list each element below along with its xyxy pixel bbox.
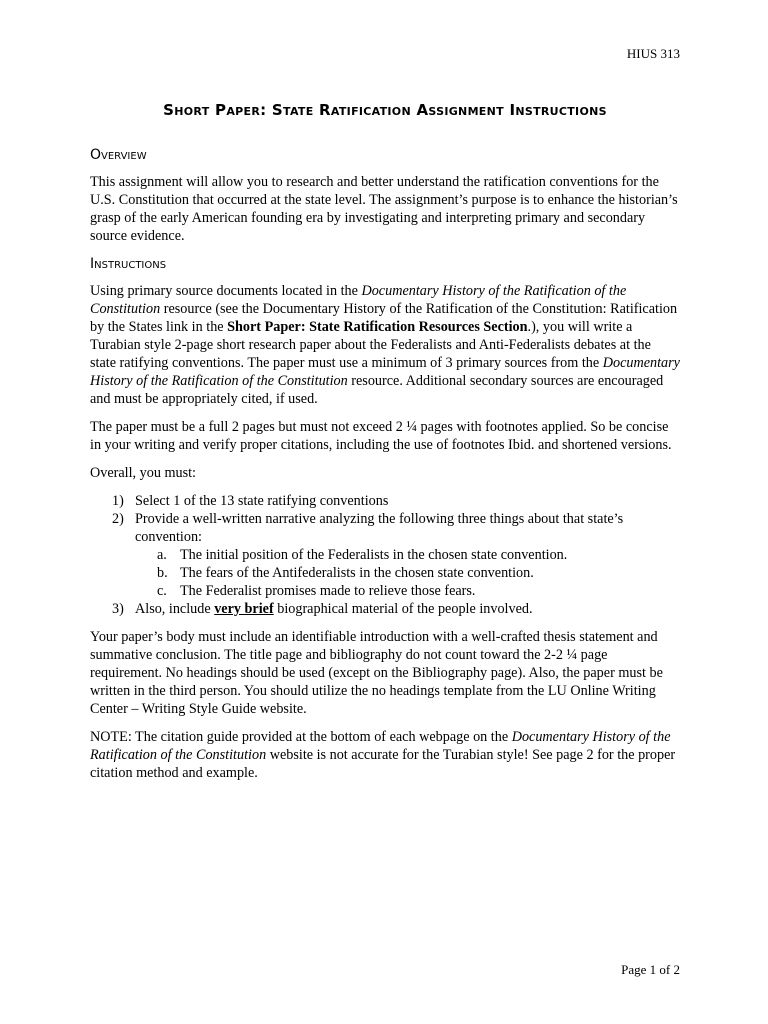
list-item: [90, 492, 680, 510]
instructions-paragraph-2: The paper must be a full 2 pages but must not exceed 2 ¼ pages with footnotes applied. So be concise in your writing and verify proper citations, including the use of footnotes Ibid. and shortened versions.: [90, 419, 672, 453]
text-run: website is not accurate for the Turabian style! See page 2 for the proper citation method and example.: [90, 747, 676, 781]
list-marker: b.: [157, 565, 168, 581]
sub-list-item-text: The fears of the Antifederalists in the chosen state convention.: [180, 565, 534, 581]
list-item: [90, 510, 680, 600]
overview-paragraph: This assignment will allow you to research and better understand the ratification conventions for the U.S. Constitution that occurred at the state level. The assignment’s purpose is to enhance the historian’s grasp of the early American founding era by investigating and interpreting primary and secondary source evidence.: [90, 174, 678, 244]
instructions-heading: Instructions: [90, 256, 167, 272]
document-title: Short Paper: State Ratification Assignment Instructions: [163, 101, 607, 119]
note-paragraph: [90, 728, 680, 782]
list-item: [90, 600, 680, 618]
sub-list-item: [135, 582, 680, 600]
source-title-italic: Documentary History of the Ratification of the Constitution: [90, 283, 627, 317]
list-item-text: [135, 601, 533, 617]
source-title-italic: Documentary History of the Ratification of the Constitution: [90, 355, 680, 389]
requirements-list: [90, 492, 680, 618]
instructions-paragraph-3: Overall, you must:: [90, 465, 196, 481]
sub-list: [135, 546, 680, 600]
list-item-text: Provide a well-written narrative analyzing the following three things about that state’s convention:: [135, 511, 624, 545]
instructions-paragraph-4: Your paper’s body must include an identifiable introduction with a well-crafted thesis statement and summative conclusion. The title page and bibliography do not count toward the 2-2 ¼ page requirement. No headings should be used (except on the Bibliography page). Also, the paper must be written in the third person. You should utilize the no headings template from the LU Online Writing Center – Writing Style Guide website.: [90, 629, 663, 717]
list-marker: c.: [157, 583, 167, 599]
document-body: [90, 146, 680, 792]
list-marker: a.: [157, 547, 167, 563]
text-run: NOTE: The citation guide provided at the bottom of each webpage on the: [90, 729, 512, 745]
overview-heading: Overview: [90, 147, 147, 163]
list-marker: 2): [112, 511, 124, 527]
list-marker: 1): [112, 493, 124, 509]
text-run: Also, include: [135, 601, 215, 617]
text-run: resource. Additional secondary sources are encouraged and must be appropriately cited, if used.: [90, 373, 664, 407]
text-run: biographical material of the people involved.: [273, 601, 533, 617]
list-marker: 3): [112, 601, 124, 617]
sub-list-item-text: The Federalist promises made to relieve those fears.: [180, 583, 476, 599]
text-run: resource (see the Documentary History of the Ratification of the Constitution: Ratification by the States link in the: [90, 301, 678, 335]
list-item-text: Select 1 of the 13 state ratifying conventions: [135, 493, 389, 509]
source-title-italic: Documentary History of the Ratification of the Constitution: [90, 729, 671, 763]
resources-section-bold: Short Paper: State Ratification Resources Section: [227, 319, 528, 335]
text-run: Using primary source documents located in the: [90, 283, 362, 299]
instructions-paragraph-1: [90, 282, 680, 408]
document-page: [90, 0, 680, 1024]
text-run: .), you will write a Turabian style 2-page short research paper about the Federalists and Anti-Federalists debates at the state ratifying conventions. The paper must use a minimum of 3 primary sources from the: [90, 319, 651, 371]
sub-list-item: [135, 564, 680, 582]
sub-list-item-text: The initial position of the Federalists in the chosen state convention.: [180, 547, 568, 563]
emphasis-bold-underline: very brief: [214, 601, 274, 617]
page-number: Page 1 of 2: [621, 962, 680, 977]
header-course-code: HIUS 313: [626, 46, 680, 61]
sub-list-item: [135, 546, 680, 564]
